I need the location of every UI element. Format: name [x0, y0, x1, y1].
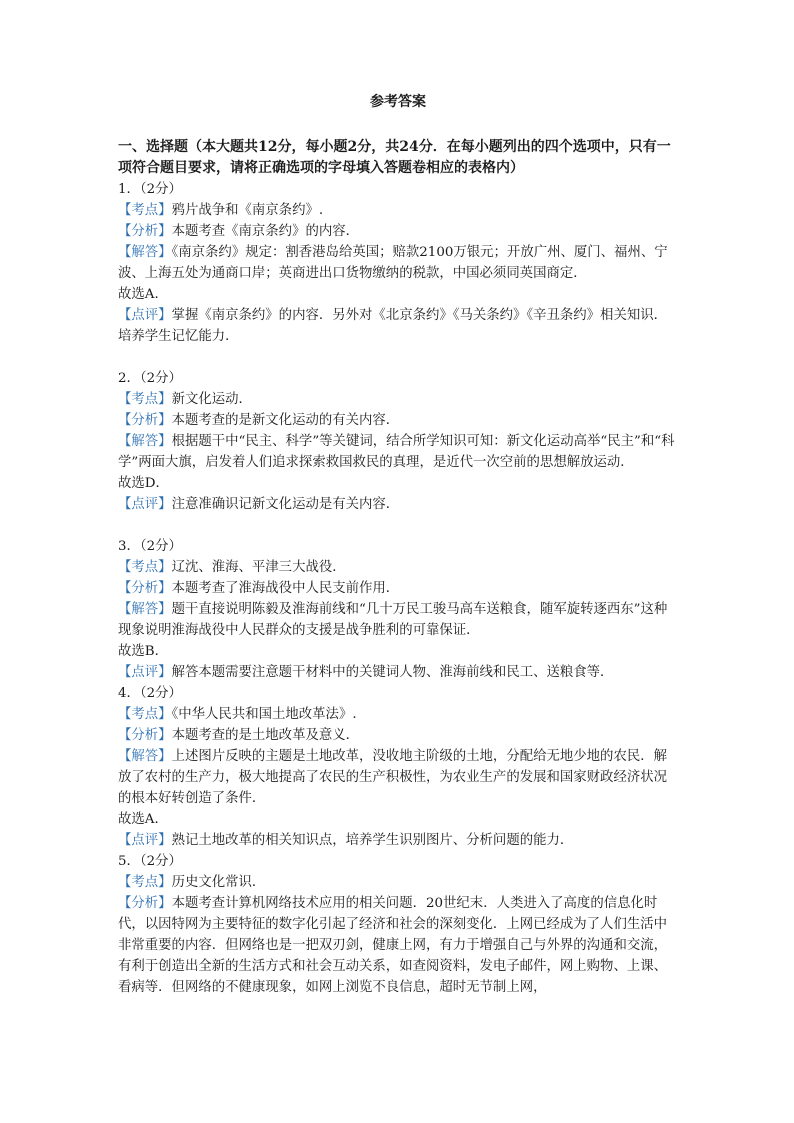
- fenxi-text: 本题考查计算机网络技术应用的相关问题．20世纪末．人类进入了高度的信息化时代，以因特网为主要特征的数字化引起了经济和社会的深刻变化．上网已经成为了人们生活中非常重要的内容．但网络也是一把双刃剑，健康上网，有力于增强自己与外界的沟通和交流，有利于创造出全新的生活方式和社会互动关系，如查阅资料，发电子邮件，网上购物、上课、看病等．但网络的不健康现象，如网上浏览不良信息，超时无节制上网，: [118, 896, 668, 995]
- kaodian-row: [118, 389, 678, 410]
- fenxi-tag: 【分析】: [118, 896, 172, 911]
- dianping-text: 掌握《南京条约》的内容．另外对《北京条约》《马关条约》《辛丑条约》相关知识．培养学生记忆能力．: [118, 308, 668, 344]
- kaodian-text: 辽沈、淮海、平津三大战役．: [171, 560, 346, 575]
- question-number: 4．（2分）: [118, 686, 182, 701]
- jieda-text: 《南京条约》规定：割香港岛给英国；赔款2100万银元；开放广州、厦门、福州、宁波、上海五处为通商口岸；英商进出口货物缴纳的税款，中国必须同英国商定．: [118, 245, 668, 281]
- dianping-text: 熟记土地改革的相关知识点，培养学生识别图片、分析问题的能力．: [171, 833, 574, 848]
- question-4: [118, 683, 678, 851]
- answer-line: 故选D．: [118, 476, 169, 491]
- jieda-text: 根据题干中“民主、科学”等关键词，结合所学知识可知：新文化运动高举“民主”和“科学”两面大旗，启发着人们追求探索救国救民的真理，是近代一次空前的思想解放运动．: [118, 434, 675, 470]
- fenxi-tag: 【分析】: [118, 581, 172, 596]
- section-heading-text: 一、选择题（本大题共12分，每小题2分，共24分．在每小题列出的四个选项中，只有一项符合题目要求，请将正确选项的字母填入答题卷相应的表格内）: [118, 139, 671, 176]
- kaodian-text: 历史文化常识．: [171, 875, 266, 890]
- question-number: 2．（2分）: [118, 371, 182, 386]
- question-2: [118, 368, 678, 515]
- question-number: 1．（2分）: [118, 182, 182, 197]
- fenxi-tag: 【分析】: [118, 728, 172, 743]
- fenxi-tag: 【分析】: [118, 224, 172, 239]
- answer-line: 故选A．: [118, 812, 168, 827]
- fenxi-text: 本题考查《南京条约》的内容．: [171, 224, 360, 239]
- question-5: [118, 851, 678, 998]
- dianping-row: [118, 305, 678, 347]
- spacer: [118, 515, 678, 536]
- kaodian-tag: 【考点】: [118, 392, 172, 407]
- fenxi-text: 本题考查的是新文化运动的有关内容．: [171, 413, 400, 428]
- fenxi-row: [118, 221, 678, 242]
- question-3: [118, 536, 678, 683]
- jieda-tag: 【解答】: [118, 434, 172, 449]
- answer-document: [118, 92, 678, 998]
- fenxi-row: [118, 410, 678, 431]
- fenxi-tag: 【分析】: [118, 413, 172, 428]
- jieda-tag: 【解答】: [118, 749, 172, 764]
- jieda-row: [118, 746, 678, 809]
- jieda-tag: 【解答】: [118, 602, 172, 617]
- kaodian-row: [118, 200, 678, 221]
- dianping-row: [118, 830, 678, 851]
- fenxi-row: [118, 893, 678, 998]
- kaodian-row: [118, 557, 678, 578]
- jieda-text: 题干直接说明陈毅及淮海前线和“几十万民工骏马高车送粮食，随军旋转逐西东”这种现象说明淮海战役中人民群众的支援是战争胜利的可靠保证．: [118, 602, 668, 638]
- question-number: 5．（2分）: [118, 854, 182, 869]
- kaodian-row: [118, 704, 678, 725]
- question-number: 3．（2分）: [118, 539, 182, 554]
- section-heading: [118, 137, 678, 179]
- fenxi-text: 本题考查了淮海战役中人民支前作用．: [171, 581, 400, 596]
- kaodian-tag: 【考点】: [118, 875, 172, 890]
- dianping-row: [118, 494, 678, 515]
- dianping-tag: 【点评】: [118, 308, 172, 323]
- jieda-tag: 【解答】: [118, 245, 172, 260]
- jieda-row: [118, 242, 678, 284]
- dianping-text: 解答本题需要注意题干材料中的关键词人物、淮海前线和民工、送粮食等．: [171, 665, 614, 680]
- kaodian-tag: 【考点】: [118, 560, 172, 575]
- answer-line: 故选B．: [118, 644, 169, 659]
- dianping-text: 注意准确识记新文化运动是有关内容．: [171, 497, 400, 512]
- answer-line: 故选A．: [118, 287, 168, 302]
- kaodian-text: 《中华人民共和国土地改革法》.: [171, 707, 357, 722]
- dianping-tag: 【点评】: [118, 665, 172, 680]
- kaodian-text: 鸦片战争和《南京条约》.: [171, 203, 324, 218]
- fenxi-text: 本题考查的是土地改革及意义．: [171, 728, 360, 743]
- dianping-row: [118, 662, 678, 683]
- jieda-row: [118, 431, 678, 473]
- dianping-tag: 【点评】: [118, 497, 172, 512]
- page-title: 参考答案: [370, 94, 426, 110]
- fenxi-row: [118, 578, 678, 599]
- kaodian-tag: 【考点】: [118, 707, 172, 722]
- fenxi-row: [118, 725, 678, 746]
- jieda-text: 上述图片反映的主题是土地改革，没收地主阶级的土地，分配给无地少地的农民．解放了农村的生产力，极大地提高了农民的生产积极性，为农业生产的发展和国家财政经济状况的根本好转创造了条件．: [118, 749, 668, 806]
- jieda-row: [118, 599, 678, 641]
- dianping-tag: 【点评】: [118, 833, 172, 848]
- spacer: [118, 347, 678, 368]
- kaodian-tag: 【考点】: [118, 203, 172, 218]
- question-1: [118, 179, 678, 347]
- kaodian-text: 新文化运动．: [171, 392, 252, 407]
- kaodian-row: [118, 872, 678, 893]
